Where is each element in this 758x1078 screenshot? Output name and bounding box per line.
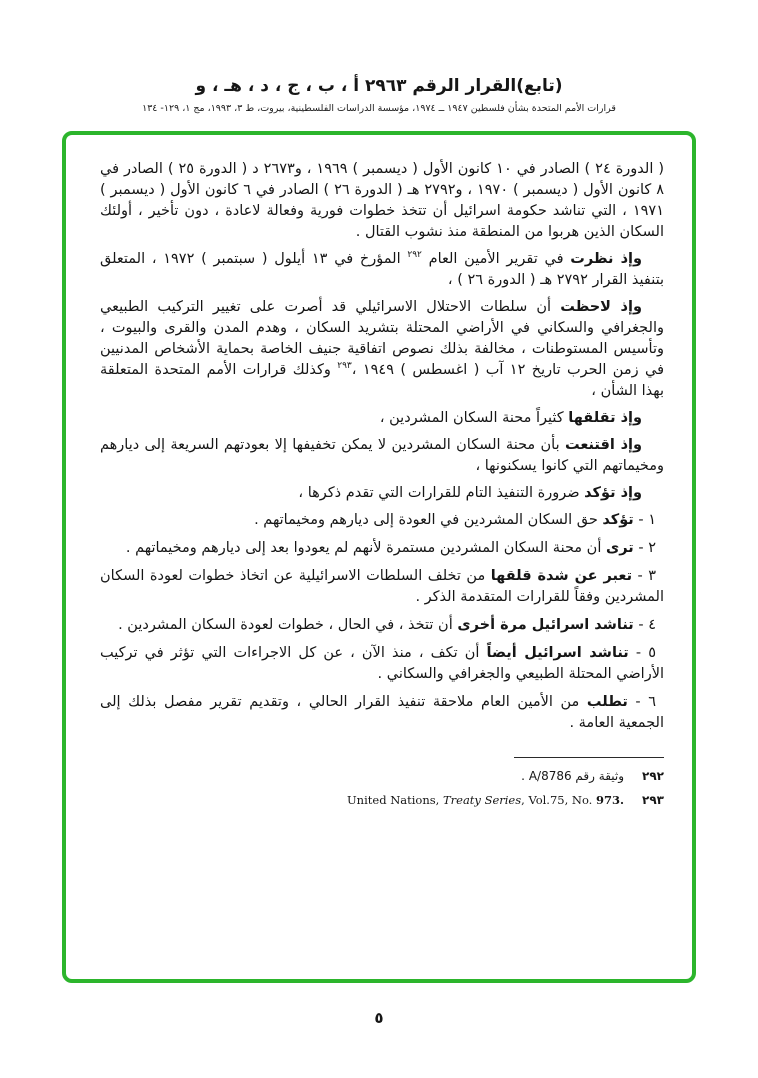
item-text: حق السكان المشردين في العودة إلى ديارهم ومخيماتهم . — [254, 512, 603, 528]
resolution-body — [100, 159, 664, 741]
operative-item-2 — [100, 538, 664, 559]
footnote-divider — [514, 757, 664, 758]
paragraph-text: وكذلك قرارات الأمم المتحدة المتعلقة بهذا الشأن ، — [100, 362, 664, 399]
item-number: ١ - — [633, 512, 656, 528]
paragraph-lead: وإذ لاحظت — [560, 299, 642, 315]
paragraph-lead: وإذ نظرت — [570, 251, 642, 267]
item-lead: تعبر عن شدة قلقها — [490, 568, 633, 584]
item-text: من الأمين العام ملاحقة تنفيذ القرار الحالي ، وتقديم تقرير مفصل بذلك إلى الجمعية العامة . — [100, 694, 664, 731]
footnote-text: وثيقة رقم A/8786 . — [521, 769, 625, 783]
item-text: أن محنة السكان المشردين مستمرة لأنهم لم يعودوا بعد إلى ديارهم ومخيماتهم . — [125, 540, 606, 556]
footnotes-section — [100, 757, 664, 815]
preamble-sessions-continuation — [100, 159, 664, 243]
paragraph-text: المؤرخ في ١٣ أيلول ( سبتمبر ) ١٩٧٢ ، المتعلق بتنفيذ القرار ٢٧٩٢ هـ ( الدورة ٢٦ ) ، — [100, 251, 664, 288]
operative-item-6 — [100, 692, 664, 734]
item-number: ٥ - — [628, 645, 656, 661]
item-number: ٣ - — [632, 568, 657, 584]
item-number: ٤ - — [633, 617, 656, 633]
source-citation: قرارات الأمم المتحدة بشأن فلسطين ١٩٤٧ ــ ١٩٧٤، مؤسسة الدراسات الفلسطينية، بيروت، ط ٣، ١٩٩٣، مج ١، ١٢٩- ١٣٤ — [142, 103, 616, 114]
footnote-number: 973. — [596, 793, 625, 807]
paragraph-lead: وإذ اقتنعت — [564, 437, 643, 453]
item-lead: تؤكد — [602, 512, 634, 528]
item-text: أن تتخذ ، في الحال ، خطوات لعودة السكان المشردين . — [118, 617, 458, 633]
paragraph-text: بأن محنة السكان المشردين لا يمكن تخفيفها إلا بعودتهم السريعة إلى ديارهم ومخيماتهم التي كانوا يسكنونها ، — [100, 437, 664, 474]
operative-item-1 — [100, 510, 664, 531]
footnote-ref-293: ٢٩٣ — [337, 361, 352, 372]
operative-item-3 — [100, 566, 664, 608]
item-lead: تناشد اسرائيل أيضاً — [486, 645, 629, 661]
item-text: أن تكف ، منذ الآن ، عن كل الاجراءات التي تؤثر في تركيب الأراضي المحتلة الطبيعي والجغرافي والسكاني . — [100, 645, 664, 682]
item-number: ٦ - — [627, 694, 656, 710]
footnote-ref-292: ٢٩٢ — [407, 250, 422, 261]
footnote-item-293 — [100, 791, 664, 810]
page-number: ٥ — [374, 1009, 384, 1027]
preamble-convinced — [100, 435, 664, 477]
bordered-content-frame — [62, 131, 696, 983]
paragraph-lead: وإذ تقلقها — [568, 410, 642, 426]
operative-item-5 — [100, 643, 664, 685]
preamble-affirm-implementation — [100, 483, 664, 504]
paragraph-text: أن سلطات الاحتلال الاسرائيلي قد أصرت على تغيير التركيب الطبيعي والجغرافي والسكاني في الأراضي المحتلة بتشريد السكان ، وهدم المدن والقرى والبيوت ، وتأسيس المستوطنات ، مخالفة بذلك نصوص اتفاقية جنيف الخاصة بحماية الأشخاص المدنيين في زمن الحرب تاريخ ١٢ آب ( اغسطس ) ١٩٤٩ ، — [100, 299, 664, 378]
paragraph-text: في تقرير الأمين العام — [421, 251, 571, 267]
paragraph-text: كثيراً محنة السكان المشردين ، — [379, 410, 569, 426]
resolution-title: (تابع)القرار الرقم ٢٩٦٣ أ ، ب ، ج ، د ، هـ ، و — [195, 76, 563, 96]
footnote-series-title: Treaty Series — [442, 793, 522, 807]
item-lead: تطلب — [586, 694, 628, 710]
item-lead: تناشد اسرائيل مرة أخرى — [457, 617, 634, 633]
paragraph-lead: وإذ تؤكد — [584, 485, 642, 501]
paragraph-text: ضرورة التنفيذ التام للقرارات التي تقدم ذكرها ، — [298, 485, 585, 501]
footnote-marker: ٢٩٢ — [642, 769, 664, 783]
preamble-considered-report — [100, 249, 664, 291]
footnote-text-segment: , Vol.75, No. — [521, 793, 596, 807]
preamble-noted-occupation — [100, 297, 664, 402]
paragraph-text: ( الدورة ٢٤ ) الصادر في ١٠ كانون الأول ( ديسمبر ) ١٩٦٩ ، و٢٦٧٣ د ( الدورة ٢٥ ) الصادر في ٨ كانون الأول ( ديسمبر ) ١٩٧٠ ، و٢٧٩٢ هـ ( الدورة ٢٦ ) الصادر في ٦ كانون الأول ( ديسمبر ) ١٩٧١ ، التي تناشد حكومة اسرائيل أن تتخذ خطوات فورية وفعالة لاعادة ، دون تأخير ، أولئك السكان الذين هربوا من المنطقة منذ نشوب القتال . — [100, 161, 664, 240]
footnote-item-292 — [100, 767, 664, 786]
operative-item-4 — [100, 615, 664, 636]
footnote-marker: ٢٩٣ — [642, 793, 664, 807]
item-number: ٢ - — [633, 540, 656, 556]
footnote-text-segment: United Nations, — [346, 793, 443, 807]
item-text: من تخلف السلطات الاسرائيلية عن اتخاذ خطوات لعودة السكان المشردين وفقاً للقرارات المتقدمة الذكر . — [100, 568, 664, 605]
item-lead: ترى — [605, 540, 634, 556]
page-header — [0, 76, 758, 114]
preamble-deep-concern — [100, 408, 664, 429]
footnote-text — [347, 793, 624, 807]
